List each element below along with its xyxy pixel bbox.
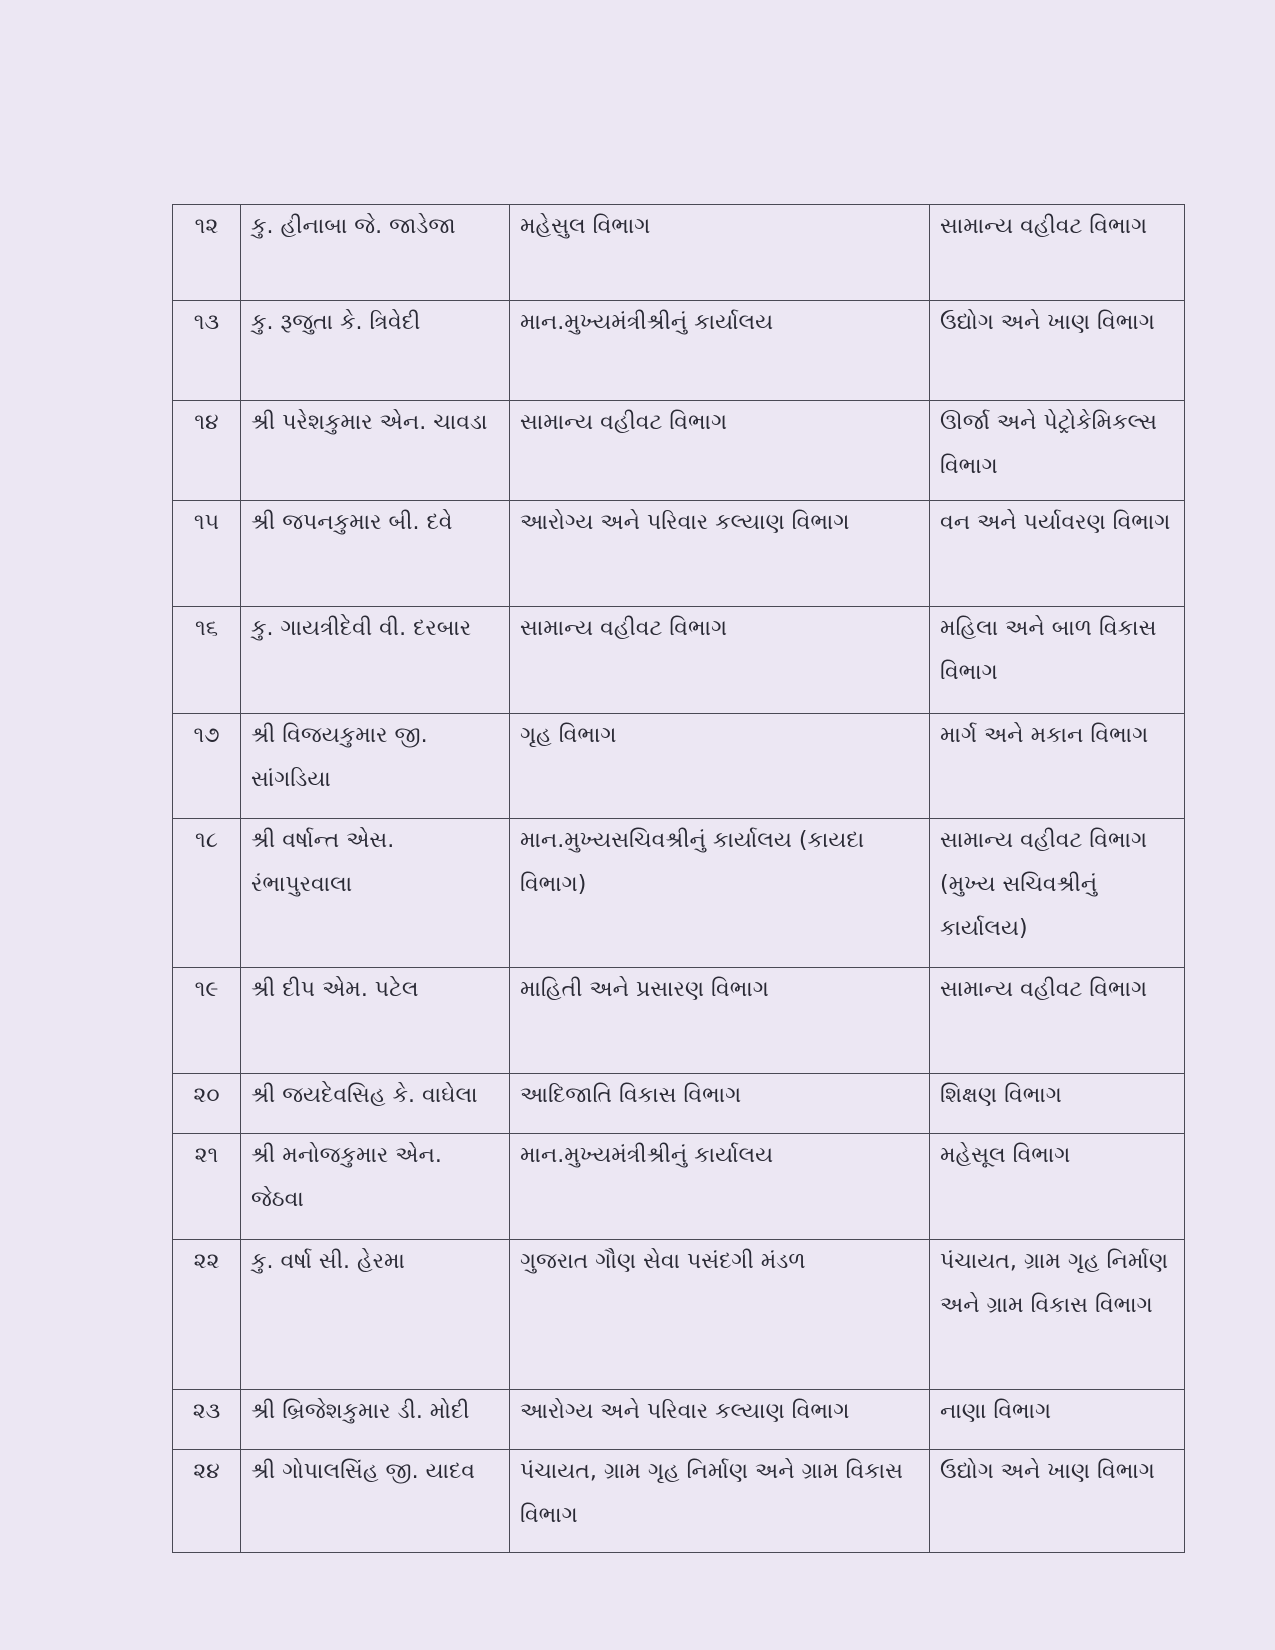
to-department: શિક્ષણ વિભાગ [930, 1074, 1185, 1134]
officer-name: શ્રી વિજયકુમાર જી. સાંગડિયા [241, 714, 510, 819]
serial-number: ૨૧ [173, 1134, 241, 1240]
table-row [173, 301, 1185, 401]
from-department: માન.મુખ્યસચિવશ્રીનું કાર્યાલય (કાયદા વિભાગ) [510, 819, 930, 968]
officer-name: શ્રી મનોજકુમાર એન. જેઠવા [241, 1134, 510, 1240]
officer-name: કુ. હીનાબા જે. જાડેજા [241, 205, 510, 301]
officer-name: શ્રી દીપ એમ. પટેલ [241, 968, 510, 1074]
table-row [173, 1450, 1185, 1553]
from-department: ગુજરાત ગૌણ સેવા પસંદગી મંડળ [510, 1240, 930, 1390]
serial-number: ૧૨ [173, 205, 241, 301]
transfer-table [172, 204, 1185, 1553]
serial-number: ૧૬ [173, 607, 241, 714]
officer-name: શ્રી બ્રિજેશકુમાર ડી. મોદી [241, 1390, 510, 1450]
officer-name: કુ. રૂજુતા કે. ત્રિવેદી [241, 301, 510, 401]
serial-number: ૨૨ [173, 1240, 241, 1390]
from-department: મહેસુલ વિભાગ [510, 205, 930, 301]
to-department: સામાન્ય વહીવટ વિભાગ [930, 205, 1185, 301]
serial-number: ૧૯ [173, 968, 241, 1074]
table-row [173, 714, 1185, 819]
serial-number: ૧૭ [173, 714, 241, 819]
to-department: વન અને પર્યાવરણ વિભાગ [930, 501, 1185, 607]
serial-number: ૧૪ [173, 401, 241, 501]
from-department: માહિતી અને પ્રસારણ વિભાગ [510, 968, 930, 1074]
from-department: માન.મુખ્યમંત્રીશ્રીનું કાર્યાલય [510, 1134, 930, 1240]
to-department: ઊર્જા અને પેટ્રોકેમિકલ્સ વિભાગ [930, 401, 1185, 501]
serial-number: ૨૦ [173, 1074, 241, 1134]
officer-name: શ્રી પરેશકુમાર એન. ચાવડા [241, 401, 510, 501]
table-row [173, 1390, 1185, 1450]
serial-number: ૧૩ [173, 301, 241, 401]
serial-number: ૧૮ [173, 819, 241, 968]
to-department: સામાન્ય વહીવટ વિભાગ (મુખ્ય સચિવશ્રીનું કાર્યાલય) [930, 819, 1185, 968]
from-department: આરોગ્ય અને પરિવાર કલ્યાણ વિભાગ [510, 1390, 930, 1450]
from-department: સામાન્ય વહીવટ વિભાગ [510, 401, 930, 501]
officer-name: શ્રી જયદેવસિહ કે. વાઘેલા [241, 1074, 510, 1134]
to-department: મહિલા અને બાળ વિકાસ વિભાગ [930, 607, 1185, 714]
serial-number: ૨૪ [173, 1450, 241, 1553]
to-department: ઉદ્યોગ અને ખાણ વિભાગ [930, 1450, 1185, 1553]
table-row [173, 607, 1185, 714]
table-row [173, 401, 1185, 501]
from-department: સામાન્ય વહીવટ વિભાગ [510, 607, 930, 714]
officer-name: કુ. ગાયત્રીદેવી વી. દરબાર [241, 607, 510, 714]
table-row [173, 501, 1185, 607]
from-department: આદિજાતિ વિકાસ વિભાગ [510, 1074, 930, 1134]
table-row [173, 819, 1185, 968]
officer-name: શ્રી વર્ષાન્ત એસ. રંભાપુરવાલા [241, 819, 510, 968]
from-department: ગૃહ વિભાગ [510, 714, 930, 819]
table-row [173, 1240, 1185, 1390]
to-department: મહેસૂલ વિભાગ [930, 1134, 1185, 1240]
officer-name: શ્રી જપનકુમાર બી. દવે [241, 501, 510, 607]
to-department: માર્ગ અને મકાન વિભાગ [930, 714, 1185, 819]
to-department: સામાન્ય વહીવટ વિભાગ [930, 968, 1185, 1074]
serial-number: ૧૫ [173, 501, 241, 607]
table-row [173, 1074, 1185, 1134]
to-department: નાણા વિભાગ [930, 1390, 1185, 1450]
officer-name: શ્રી ગોપાલસિંહ જી. યાદવ [241, 1450, 510, 1553]
table-row [173, 968, 1185, 1074]
serial-number: ૨૩ [173, 1390, 241, 1450]
from-department: પંચાયત, ગ્રામ ગૃહ નિર્માણ અને ગ્રામ વિકાસ વિભાગ [510, 1450, 930, 1553]
table-row [173, 1134, 1185, 1240]
from-department: આરોગ્ય અને પરિવાર કલ્યાણ વિભાગ [510, 501, 930, 607]
from-department: માન.મુખ્યમંત્રીશ્રીનું કાર્યાલય [510, 301, 930, 401]
officer-name: કુ. વર્ષા સી. હેરમા [241, 1240, 510, 1390]
to-department: ઉદ્યોગ અને ખાણ વિભાગ [930, 301, 1185, 401]
to-department: પંચાયત, ગ્રામ ગૃહ નિર્માણ અને ગ્રામ વિકાસ વિભાગ [930, 1240, 1185, 1390]
table-row [173, 205, 1185, 301]
